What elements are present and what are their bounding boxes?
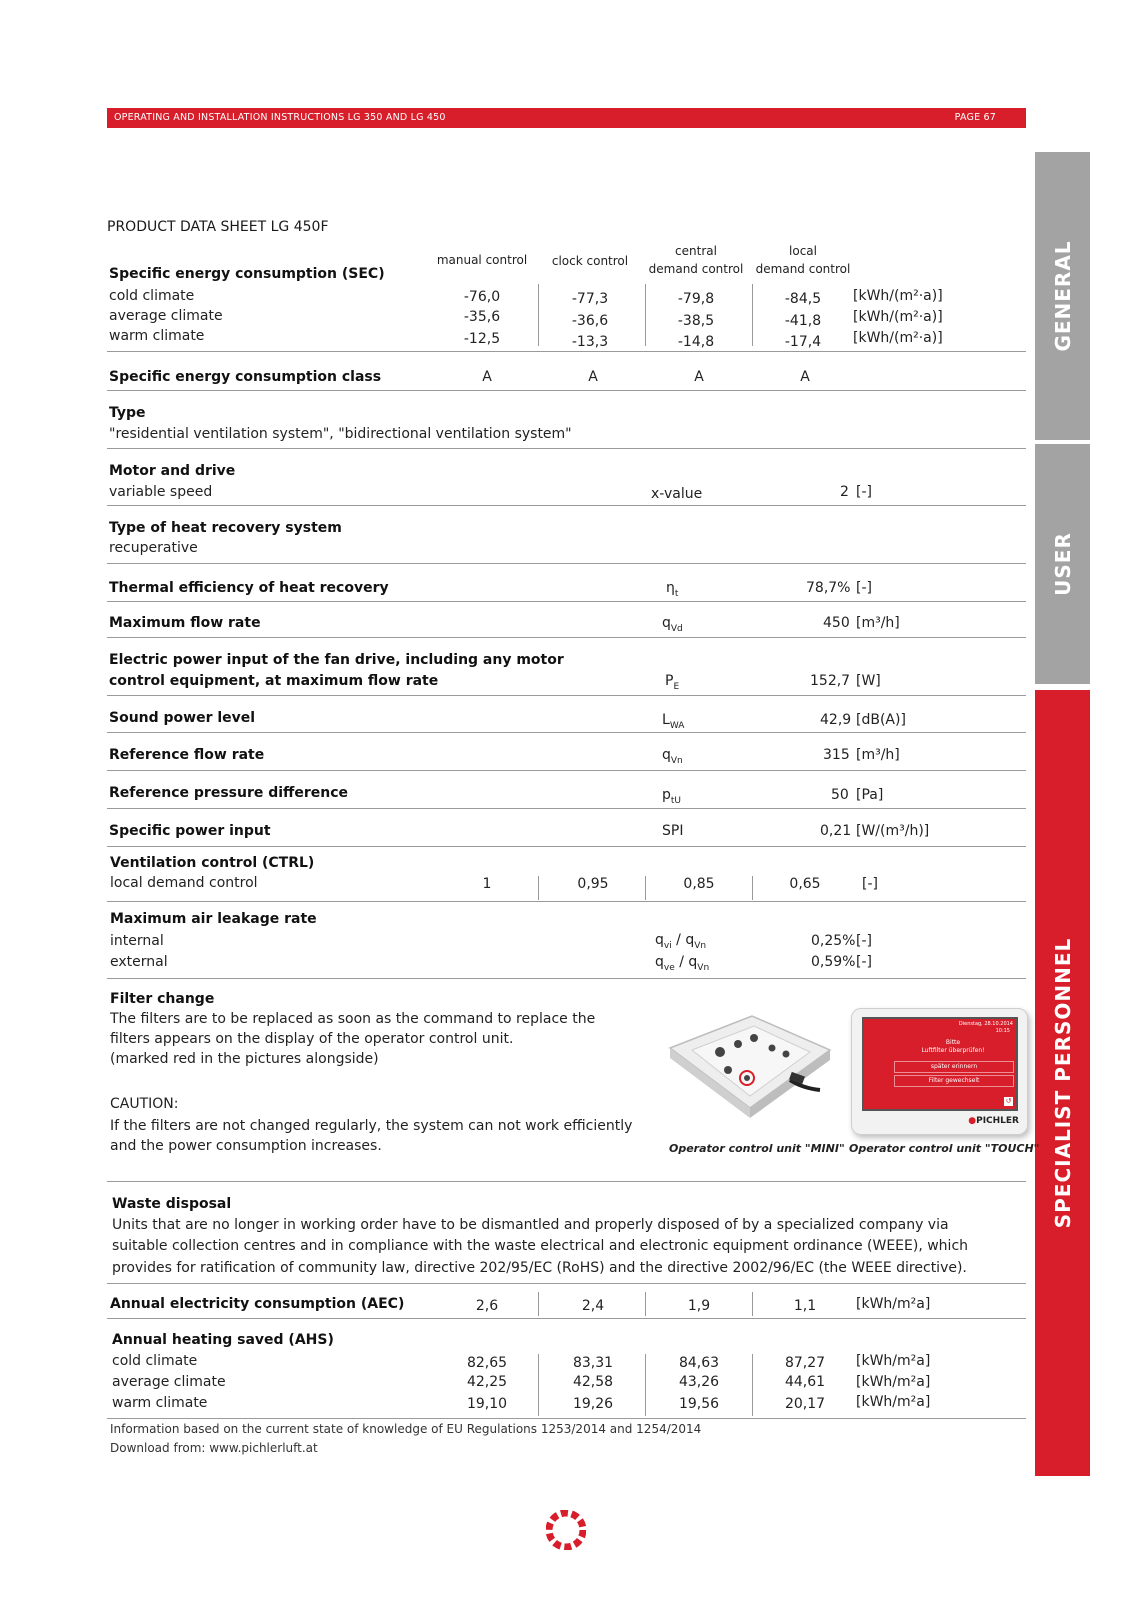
tab-general[interactable] [1035, 152, 1090, 440]
filter-text-1: The filters are to be replaced as soon as the command to replace the [110, 1011, 596, 1027]
type-label: Type [109, 405, 146, 421]
leakage-external-unit: [-] [856, 954, 872, 970]
col-header-central-1: central [675, 244, 717, 258]
ref-flow-unit: [m³/h] [856, 747, 900, 763]
sec-value: -36,6 [571, 313, 609, 329]
motor-value: variable speed [109, 484, 213, 500]
ahs-value: 19,56 [678, 1396, 720, 1412]
sec-value: -84,5 [784, 291, 822, 307]
divider [645, 1354, 646, 1416]
filter-text-2: filters appears on the display of the operator control unit. [110, 1031, 514, 1047]
ahs-value: 43,26 [678, 1374, 720, 1390]
aec-value: 2,4 [581, 1298, 605, 1314]
motor-label: Motor and drive [109, 463, 236, 479]
ahs-row-label: cold climate [112, 1353, 198, 1369]
sec-value: -13,3 [571, 334, 609, 350]
sec-class-value: A [694, 369, 704, 385]
heat-recovery-label: Type of heat recovery system [109, 520, 342, 536]
sound-num: 42,9 [820, 712, 852, 728]
col-header-clock: clock control [551, 254, 629, 268]
ahs-value: 87,27 [784, 1355, 826, 1371]
waste-text-1: Units that are no longer in working order have to be dismantled and properly disposed of by a specialized company via [112, 1217, 949, 1233]
ahs-value: 19,10 [466, 1396, 508, 1412]
motor-num: 2 [840, 484, 849, 500]
max-flow-unit: [m³/h] [856, 615, 900, 631]
footer-info: Information based on the current state of knowledge of EU Regulations 1253/2014 and 1254/2014 [110, 1422, 702, 1436]
divider [752, 1292, 753, 1316]
divider [107, 563, 1026, 564]
thermal-label: Thermal efficiency of heat recovery [109, 580, 389, 596]
divider [107, 505, 1026, 506]
thermal-unit: [-] [856, 580, 872, 596]
ahs-value: 84,63 [678, 1355, 720, 1371]
pichler-logo-icon [546, 1510, 586, 1550]
ref-pressure-num: 50 [831, 787, 849, 803]
sec-row-label: cold climate [109, 288, 195, 304]
ctrl-value: 0,65 [789, 876, 821, 892]
ctrl-unit: [-] [862, 876, 878, 892]
ahs-value: 44,61 [784, 1374, 826, 1390]
back-icon[interactable]: ↺ [1005, 1097, 1012, 1105]
ref-pressure-symbol: $p_{tU}$ [662, 787, 682, 806]
divider [107, 390, 1026, 391]
divider [538, 1354, 539, 1416]
ctrl-value: 1 [482, 876, 492, 892]
sec-value: -12,5 [463, 331, 501, 347]
touch-message-1: Bitte [945, 1039, 961, 1046]
tab-user[interactable] [1035, 444, 1090, 684]
divider [107, 978, 1026, 979]
sec-unit: [kWh/(m²·a)] [853, 288, 943, 304]
aec-value: 2,6 [475, 1298, 499, 1314]
sec-value: -14,8 [677, 334, 715, 350]
ref-flow-label: Reference flow rate [109, 747, 265, 763]
filter-text-3: (marked red in the pictures alongside) [110, 1051, 379, 1067]
ahs-value: 19,26 [572, 1396, 614, 1412]
divider [538, 876, 539, 900]
page-number: PAGE 67 [954, 112, 996, 123]
power-label-2: control equipment, at maximum flow rate [109, 673, 439, 689]
footer-download: Download from: www.pichlerluft.at [110, 1441, 318, 1455]
ctrl-heading: Ventilation control (CTRL) [110, 855, 315, 871]
tab-specialist-label: SPECIALIST PERSONNEL [1050, 937, 1075, 1229]
ahs-heading: Annual heating saved (AHS) [112, 1332, 334, 1348]
sound-unit: [dB(A)] [856, 712, 906, 728]
spi-num: 0,21 [820, 823, 852, 839]
caution-text-1: If the filters are not changed regularly, the system can not work efficiently [110, 1118, 633, 1134]
leakage-heading: Maximum air leakage rate [110, 911, 317, 927]
caption-mini: Operator control unit "MINI" [669, 1142, 845, 1155]
divider [107, 901, 1026, 902]
sec-value: -35,6 [463, 309, 501, 325]
sec-class-value: A [800, 369, 810, 385]
ahs-row-label: warm climate [112, 1395, 208, 1411]
touch-remind-later-button[interactable]: später erinnern [894, 1061, 1014, 1073]
ctrl-value: 0,85 [683, 876, 715, 892]
filter-heading: Filter change [110, 991, 215, 1007]
sec-class-label: Specific energy consumption class [109, 369, 382, 385]
ahs-unit: [kWh/m²a] [856, 1394, 931, 1410]
aec-value: 1,1 [793, 1298, 817, 1314]
touch-message-2: Luftfilter überprüfen! [921, 1047, 985, 1054]
caption-touch: Operator control unit "TOUCH" [849, 1142, 1040, 1155]
tab-general-label: GENERAL [1050, 240, 1075, 352]
caution-text-2: and the power consumption increases. [110, 1138, 382, 1154]
divider [107, 808, 1026, 809]
thermal-num: 78,7% [806, 580, 851, 596]
divider [107, 846, 1026, 847]
caution-label: CAUTION: [110, 1096, 179, 1112]
max-flow-symbol: $q_{Vd}$ [662, 615, 683, 634]
sec-value: -76,0 [463, 289, 501, 305]
sec-heading: Specific energy consumption (SEC) [109, 266, 385, 282]
ahs-value: 82,65 [466, 1355, 508, 1371]
motor-unit: [-] [856, 484, 872, 500]
divider [107, 770, 1026, 771]
divider [107, 1181, 1026, 1182]
col-header-manual: manual control [436, 253, 528, 267]
divider [107, 601, 1026, 602]
divider [752, 876, 753, 900]
ahs-row-label: average climate [112, 1374, 226, 1390]
spi-symbol: SPI [662, 823, 684, 839]
power-num: 152,7 [810, 673, 851, 689]
sec-value: -41,8 [784, 313, 822, 329]
sec-value: -17,4 [784, 334, 822, 350]
leakage-external-symbol: $q_{ve} / q_{Vn}$ [655, 954, 710, 973]
operator-unit-touch-image [851, 1008, 1028, 1135]
max-flow-label: Maximum flow rate [109, 615, 261, 631]
max-flow-num: 450 [823, 615, 850, 631]
leakage-external-label: external [110, 954, 168, 970]
page-title: PRODUCT DATA SHEET LG 450F [107, 219, 329, 235]
sound-label: Sound power level [109, 710, 256, 726]
touch-logo: ●PICHLER [968, 1116, 1019, 1126]
leakage-internal-num: 0,25% [811, 933, 856, 949]
ahs-value: 20,17 [784, 1396, 826, 1412]
type-value: "residential ventilation system", "bidirectional ventilation system" [109, 426, 572, 442]
divider [538, 1292, 539, 1316]
sec-class-value: A [588, 369, 598, 385]
ahs-value: 42,58 [572, 1374, 614, 1390]
leakage-internal-symbol: $q_{vi} / q_{Vn}$ [655, 932, 707, 951]
touch-time: 10:15 [995, 1028, 1010, 1034]
sec-row-label: warm climate [109, 328, 205, 344]
tab-user-label: USER [1050, 532, 1075, 596]
divider [107, 1418, 1026, 1419]
waste-text-2: suitable collection centres and in compliance with the waste electrical and electronic equipment ordinance (WEEE), which [112, 1238, 969, 1254]
waste-text-3: provides for ratification of community law, directive 202/95/EC (RoHS) and the directive 2002/96/EC (the WEEE directive). [112, 1260, 967, 1276]
power-unit: [W] [856, 673, 881, 689]
col-header-local-2: demand control [755, 262, 851, 276]
header-bar [107, 108, 1026, 128]
divider [645, 876, 646, 900]
touch-screen [862, 1017, 1018, 1111]
sound-symbol: $L_{WA}$ [662, 712, 685, 731]
power-symbol: $P_E$ [665, 673, 680, 692]
sec-class-value: A [482, 369, 492, 385]
sec-unit: [kWh/(m²·a)] [853, 309, 943, 325]
operator-unit-mini-image [662, 1008, 837, 1126]
pichler-mark-icon: ● [968, 1116, 977, 1126]
motor-symbol: x-value [651, 486, 703, 502]
ahs-value: 42,25 [466, 1374, 508, 1390]
divider [107, 1283, 1026, 1284]
sec-value: -77,3 [571, 291, 609, 307]
spi-unit: [W/(m³/h)] [856, 823, 930, 839]
col-header-local-1: local [789, 244, 817, 258]
thermal-symbol: $\eta_t$ [666, 580, 679, 599]
touch-filter-changed-button[interactable]: Filter gewechselt [894, 1075, 1014, 1087]
power-label-1: Electric power input of the fan drive, including any motor [109, 652, 564, 668]
divider [752, 1354, 753, 1416]
touch-date: Dienstag, 28.10.2014 [958, 1021, 1013, 1027]
aec-label: Annual electricity consumption (AEC) [110, 1296, 405, 1312]
leakage-internal-unit: [-] [856, 933, 872, 949]
waste-heading: Waste disposal [112, 1196, 232, 1212]
header-title: OPERATING AND INSTALLATION INSTRUCTIONS LG 350 AND LG 450 [114, 112, 446, 123]
ctrl-label: local demand control [110, 875, 258, 891]
leakage-external-num: 0,59% [811, 954, 856, 970]
sec-row-label: average climate [109, 308, 223, 324]
sec-value: -79,8 [677, 291, 715, 307]
divider [107, 637, 1026, 638]
divider [538, 284, 539, 346]
ref-pressure-label: Reference pressure difference [109, 785, 349, 801]
divider [107, 732, 1026, 733]
divider [107, 1318, 1026, 1319]
ahs-unit: [kWh/m²a] [856, 1374, 931, 1390]
ahs-value: 83,31 [572, 1355, 614, 1371]
tab-specialist-personnel[interactable] [1035, 690, 1090, 1476]
ahs-unit: [kWh/m²a] [856, 1353, 931, 1369]
aec-unit: [kWh/m²a] [856, 1296, 931, 1312]
ctrl-value: 0,95 [577, 876, 609, 892]
ref-flow-num: 315 [823, 747, 850, 763]
divider [107, 448, 1026, 449]
divider [107, 695, 1026, 696]
leakage-internal-label: internal [110, 933, 164, 949]
heat-recovery-value: recuperative [109, 540, 198, 556]
sec-unit: [kWh/(m²·a)] [853, 330, 943, 346]
col-header-central-2: demand control [648, 262, 744, 276]
sec-value: -38,5 [677, 313, 715, 329]
divider [107, 351, 1026, 352]
spi-label: Specific power input [109, 823, 271, 839]
ref-flow-symbol: $q_{Vn}$ [662, 747, 683, 766]
ref-pressure-unit: [Pa] [856, 787, 884, 803]
divider [645, 1292, 646, 1316]
aec-value: 1,9 [687, 1298, 711, 1314]
